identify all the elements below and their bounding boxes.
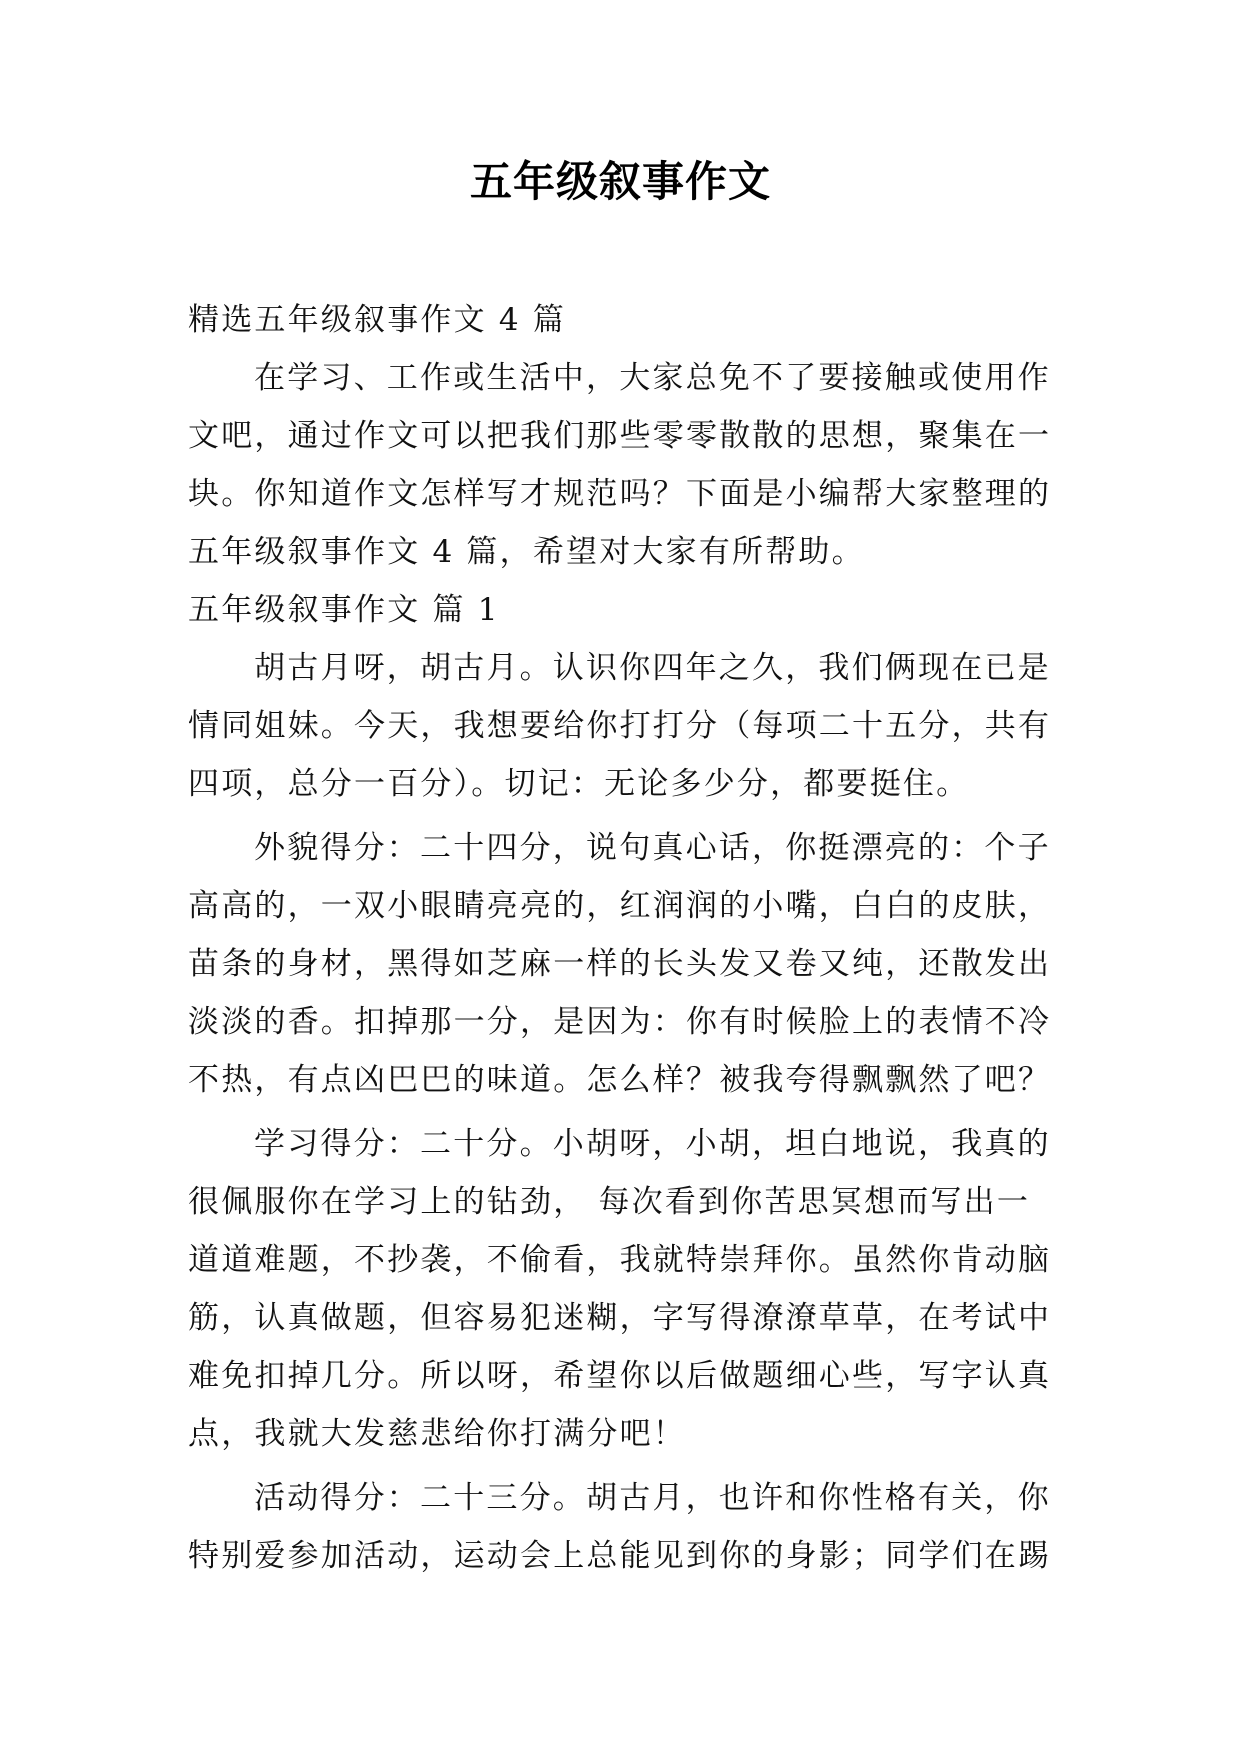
paragraph-line: 苗条的身材，黑得如芝麻一样的长头发又卷又纯，还散发出: [188, 946, 1052, 982]
document-body: [188, 291, 1053, 1585]
paragraph-line: 淡淡的香。扣掉那一分，是因为：你有时候脸上的表情不冷: [188, 1004, 1052, 1040]
paragraph-line: 高高的，一双小眼睛亮亮的，红润润的小嘴，白白的皮肤，: [188, 888, 1052, 924]
paragraph-line: 胡古月呀，胡古月。认识你四年之久，我们俩现在已是: [254, 650, 1051, 686]
paragraph-line: 不热，有点凶巴巴的味道。怎么样？被我夸得飘飘然了吧？: [188, 1062, 1052, 1098]
paragraph-line: 道道难题，不抄袭，不偷看，我就特崇拜你。虽然你肯动脑: [188, 1242, 1052, 1278]
paragraph-line: 点，我就大发慈悲给你打满分吧！: [188, 1416, 686, 1452]
paragraph-line: 活动得分：二十三分。胡古月，也许和你性格有关，你: [254, 1480, 1051, 1516]
paragraph-line: 四项，总分一百分）。切记：无论多少分，都要挺住。: [188, 766, 970, 802]
paragraph-line: 文吧，通过作文可以把我们那些零零散散的思想，聚集在一: [188, 418, 1052, 454]
paragraph-line: 五年级叙事作文 4 篇，希望对大家有所帮助。: [188, 534, 865, 570]
paragraph-line: 筋，认真做题，但容易犯迷糊，字写得潦潦草草，在考试中: [188, 1300, 1052, 1336]
paragraph-line: 特别爱参加活动，运动会上总能见到你的身影；同学们在踢: [188, 1538, 1052, 1574]
paragraph-line: 在学习、工作或生活中，大家总免不了要接触或使用作: [254, 360, 1051, 396]
subtitle-line: 精选五年级叙事作文 4 篇: [188, 302, 567, 338]
document-title: 五年级叙事作文: [469, 157, 771, 206]
paragraph-line: 很佩服你在学习上的钻劲， 每次看到你苦思冥想而写出一: [188, 1184, 1031, 1220]
paragraph-line: 块。你知道作文怎样写才规范吗？下面是小编帮大家整理的: [188, 476, 1052, 512]
paragraph-line: 学习得分：二十分。小胡呀，小胡，坦白地说，我真的: [254, 1126, 1051, 1162]
paragraph-line: 情同姐妹。今天，我想要给你打打分（每项二十五分，共有: [188, 708, 1052, 744]
paragraph-line: 外貌得分：二十四分，说句真心话，你挺漂亮的：个子: [254, 830, 1051, 866]
section-heading: 五年级叙事作文 篇 1: [188, 592, 500, 628]
paragraph-line: 难免扣掉几分。所以呀，希望你以后做题细心些，写字认真: [188, 1358, 1052, 1394]
